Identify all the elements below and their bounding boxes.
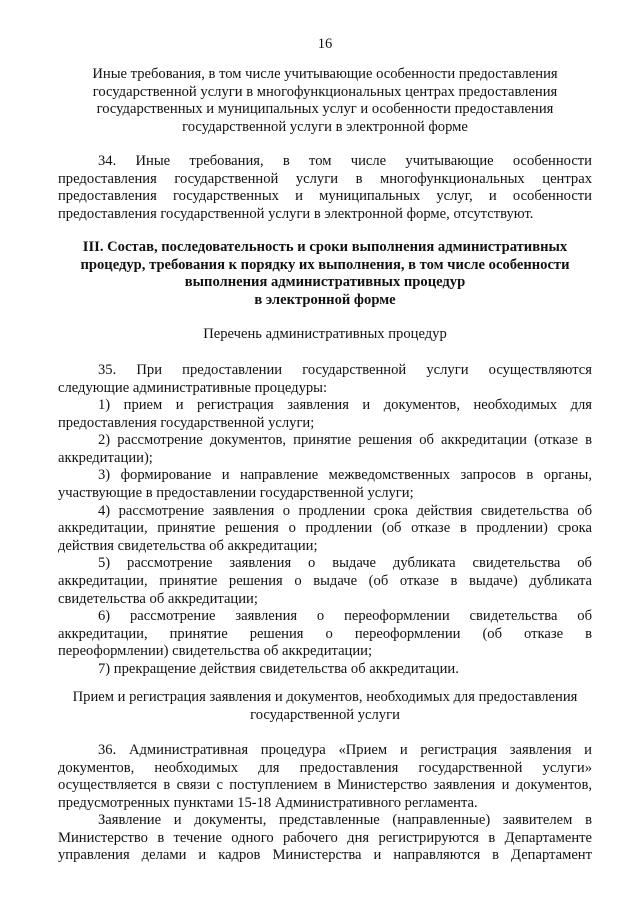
item-line: действия свидетельства об аккредитации; (58, 537, 318, 554)
heading-line: III. Состав, последовательность и сроки выполнения административных (82, 239, 568, 255)
list-item (58, 661, 592, 679)
title-line: государственной услуги в электронной форме (182, 118, 468, 135)
procedures-list (58, 397, 592, 679)
paragraph-line: 36. Административная процедура «Прием и регистрация заявления и (98, 742, 592, 758)
paragraph-line: документов, необходимых для предоставления государственной услуги» (58, 759, 592, 776)
title-line: государственной услуги (250, 706, 400, 723)
item-line: участвующие в предоставлении государственной услуги; (58, 484, 414, 501)
paragraph-35 (58, 362, 592, 397)
title-line: государственных и муниципальных услуг и особенности предоставления (96, 101, 554, 118)
list-item (58, 467, 592, 502)
item-line: предоставления государственной услуги; (58, 414, 315, 431)
section-iii-heading (58, 239, 592, 309)
paragraph-line: предоставления государственной услуги в электронной форме, отсутствуют. (58, 205, 534, 222)
item-line: 3) формирование и направление межведомственных запросов в органы, (98, 467, 592, 484)
item-line: аккредитации); (58, 449, 153, 466)
item-line: переоформлении) свидетельства об аккредитации; (58, 643, 373, 660)
list-item (58, 397, 592, 432)
list-item (58, 555, 592, 608)
title-line: государственной услуги в многофункциональных центрах предоставления (92, 83, 558, 100)
other-requirements-title (58, 66, 592, 136)
item-line: 5) рассмотрение заявления о выдаче дубликата свидетельства об (98, 555, 592, 572)
paragraph-37 (58, 812, 592, 865)
list-item (58, 608, 592, 661)
paragraph-line: Заявление и документы, представленные (направленные) заявителем в (98, 812, 592, 828)
paragraph-line: управления делами и кадров Министерства и направляются в Департамент (58, 847, 592, 864)
item-line: свидетельства об аккредитации; (58, 590, 258, 607)
item-line: 1) прием и регистрация заявления и документов, необходимых для (98, 397, 592, 413)
item-line: 6) рассмотрение заявления о переоформлении свидетельства об (98, 608, 592, 625)
list-item (58, 503, 592, 556)
list-item (58, 432, 592, 467)
paragraph-line: предусмотренных пунктами 15-18 Административного регламента. (58, 794, 478, 811)
item-line: 7) прекращение действия свидетельства об аккредитации. (98, 660, 459, 677)
heading-line: выполнения административных процедур (184, 274, 466, 291)
item-line: аккредитации, принятие решения о переоформлении (об отказе в (58, 625, 592, 642)
procedures-subheading: Перечень административных процедур (203, 326, 447, 342)
paragraph-line: следующие административные процедуры: (58, 379, 328, 396)
title-line: Прием и регистрация заявления и документов, необходимых для предоставления (72, 689, 578, 705)
item-line: аккредитации, принятие решения о продлении (об отказе в продлении) срока (58, 520, 592, 537)
heading-line: процедур, требования к порядку их выполнения, в том числе особенности (80, 256, 570, 273)
item-line: 4) рассмотрение заявления о продлении срока действия свидетельства об (98, 502, 592, 519)
paragraph-line: 35. При предоставлении государственной услуги осуществляются (98, 362, 592, 378)
page-number: 16 (317, 36, 333, 52)
paragraph-line: осуществляется в связи с поступлением в Министерство заявления и документов, (58, 777, 592, 794)
paragraph-36 (58, 742, 592, 812)
paragraph-line: 34. Иные требования, в том числе учитывающие особенности (98, 153, 592, 169)
item-line: 2) рассмотрение документов, принятие решения об аккредитации (отказе в (98, 432, 592, 449)
title-line: Иные требования, в том числе учитывающие особенности предоставления (92, 66, 558, 82)
heading-line: в электронной форме (254, 291, 396, 308)
paragraph-line: предоставления государственной услуги в многофункциональных центрах (58, 170, 592, 187)
paragraph-34 (58, 153, 592, 223)
paragraph-line: Министерство в течение одного рабочего дня регистрируются в Департаменте (58, 829, 592, 846)
paragraph-line: предоставления государственных и муниципальных услуг, и особенности (58, 188, 592, 205)
reception-title (58, 689, 592, 724)
item-line: аккредитации, принятие решения о выдаче (об отказе в выдаче) дубликата (58, 572, 592, 589)
